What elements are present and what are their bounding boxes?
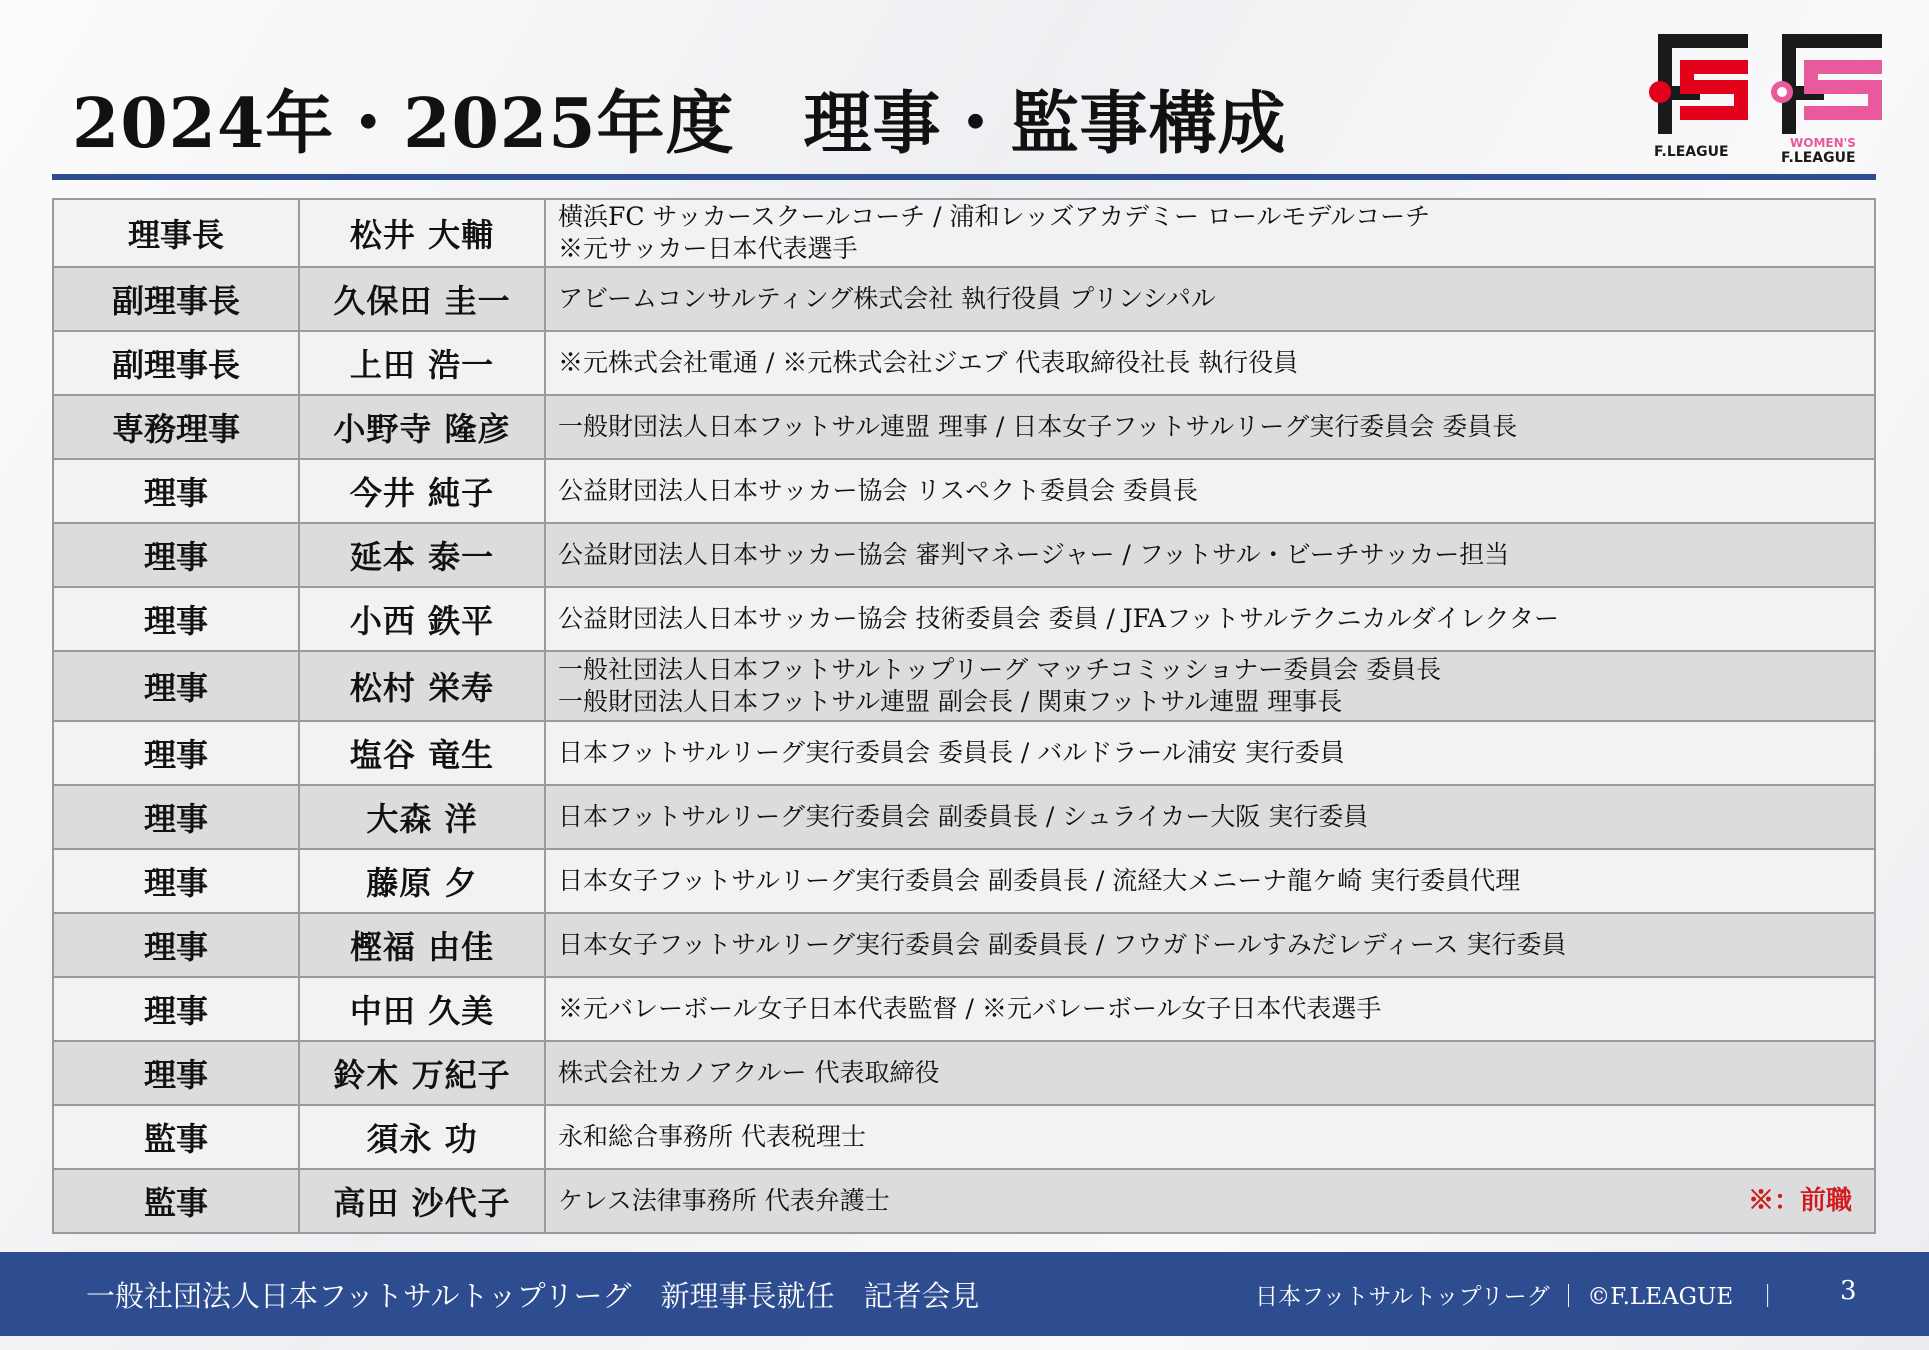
member-name: 樫福 由佳 xyxy=(299,913,545,977)
affiliation-line: アビームコンサルティング株式会社 執行役員 プリンシパル xyxy=(558,284,1216,313)
table-row xyxy=(53,395,1875,459)
member-role: 理事 xyxy=(53,977,299,1041)
member-role: 理事 xyxy=(53,849,299,913)
affiliation-line: 日本女子フットサルリーグ実行委員会 副委員長 / フウガドールすみだレディース 実行委員 xyxy=(558,930,1567,959)
member-name: 小西 鉄平 xyxy=(299,587,545,651)
member-name: 小野寺 隆彦 xyxy=(299,395,545,459)
member-affiliation xyxy=(545,267,1875,331)
member-affiliation xyxy=(545,395,1875,459)
member-affiliation xyxy=(545,913,1875,977)
member-name: 中田 久美 xyxy=(299,977,545,1041)
affiliation-line: 横浜FC サッカースクールコーチ / 浦和レッズアカデミー ロールモデルコーチ xyxy=(558,202,1431,231)
affiliation-line: 公益財団法人日本サッカー協会 審判マネージャー / フットサル・ビーチサッカー担当 xyxy=(558,540,1510,569)
member-name: 藤原 夕 xyxy=(299,849,545,913)
affiliation-line: ※元サッカー日本代表選手 xyxy=(558,234,858,263)
member-name: 大森 洋 xyxy=(299,785,545,849)
affiliation-line: 日本フットサルリーグ実行委員会 委員長 / バルドラール浦安 実行委員 xyxy=(558,738,1345,767)
table-row xyxy=(53,1041,1875,1105)
womens-fleague-logo-icon xyxy=(1771,34,1882,166)
table-row xyxy=(53,849,1875,913)
table-row xyxy=(53,459,1875,523)
table-row xyxy=(53,785,1875,849)
member-affiliation xyxy=(545,849,1875,913)
member-name: 高田 沙代子 xyxy=(299,1169,545,1233)
affiliation-line: ケレス法律事務所 代表弁護士 xyxy=(558,1186,890,1215)
affiliation-line: 公益財団法人日本サッカー協会 リスペクト委員会 委員長 xyxy=(558,476,1198,505)
member-affiliation xyxy=(545,587,1875,651)
affiliation-line: ※元株式会社電通 / ※元株式会社ジエブ 代表取締役社長 執行役員 xyxy=(558,348,1299,377)
affiliation-line: 一般社団法人日本フットサルトップリーグ マッチコミッショナー委員会 委員長 xyxy=(558,655,1442,684)
fleague-logo-icon xyxy=(1649,34,1748,160)
member-role: 専務理事 xyxy=(53,395,299,459)
member-affiliation xyxy=(545,1041,1875,1105)
table-row xyxy=(53,913,1875,977)
member-affiliation xyxy=(545,523,1875,587)
member-role: 監事 xyxy=(53,1169,299,1233)
member-name: 松村 栄寿 xyxy=(299,651,545,721)
table-row xyxy=(53,1105,1875,1169)
member-affiliation xyxy=(545,1105,1875,1169)
members-table xyxy=(52,198,1876,1234)
member-affiliation xyxy=(545,459,1875,523)
member-role: 副理事長 xyxy=(53,267,299,331)
member-role: 理事 xyxy=(53,721,299,785)
affiliation-line: 株式会社カノアクルー 代表取締役 xyxy=(558,1058,940,1087)
member-affiliation xyxy=(545,651,1875,721)
member-role: 副理事長 xyxy=(53,331,299,395)
league-logos xyxy=(1640,24,1890,169)
member-role: 理事 xyxy=(53,913,299,977)
svg-text:WOMEN'S: WOMEN'S xyxy=(1790,136,1856,150)
member-name: 今井 純子 xyxy=(299,459,545,523)
svg-text:F.LEAGUE: F.LEAGUE xyxy=(1781,150,1856,166)
page-title: 2024年・2025年度 理事・監事構成 xyxy=(72,84,1287,164)
member-name: 延本 泰一 xyxy=(299,523,545,587)
member-name: 松井 大輔 xyxy=(299,199,545,267)
table-row xyxy=(53,331,1875,395)
member-role: 理事 xyxy=(53,1041,299,1105)
page-number: 3 xyxy=(1840,1276,1857,1306)
member-role: 理事長 xyxy=(53,199,299,267)
affiliation-line: 公益財団法人日本サッカー協会 技術委員会 委員 / JFAフットサルテクニカルダイレクター xyxy=(558,604,1559,633)
affiliation-line: 一般財団法人日本フットサル連盟 副会長 / 関東フットサル連盟 理事長 xyxy=(558,687,1343,716)
member-affiliation xyxy=(545,785,1875,849)
table-row xyxy=(53,267,1875,331)
member-name: 鈴木 万紀子 xyxy=(299,1041,545,1105)
footer-credit: 日本フットサルトップリーグ ｜ ©F.LEAGUE ｜ xyxy=(1255,1284,1780,1310)
member-name: 上田 浩一 xyxy=(299,331,545,395)
affiliation-line: ※元バレーボール女子日本代表監督 / ※元バレーボール女子日本代表選手 xyxy=(558,994,1382,1023)
member-affiliation xyxy=(545,1169,1875,1233)
table-row xyxy=(53,1169,1875,1233)
table-row xyxy=(53,721,1875,785)
member-role: 理事 xyxy=(53,785,299,849)
table-row xyxy=(53,523,1875,587)
member-role: 監事 xyxy=(53,1105,299,1169)
affiliation-line: 日本女子フットサルリーグ実行委員会 副委員長 / 流経大メニーナ龍ケ崎 実行委員代理 xyxy=(558,866,1521,895)
table-row xyxy=(53,651,1875,721)
member-affiliation xyxy=(545,199,1875,267)
member-name: 久保田 圭一 xyxy=(299,267,545,331)
member-role: 理事 xyxy=(53,459,299,523)
member-name: 須永 功 xyxy=(299,1105,545,1169)
table-row xyxy=(53,587,1875,651)
title-underline xyxy=(52,174,1876,180)
member-role: 理事 xyxy=(53,651,299,721)
table-row xyxy=(53,977,1875,1041)
member-name: 塩谷 竜生 xyxy=(299,721,545,785)
table-row xyxy=(53,199,1875,267)
member-affiliation xyxy=(545,331,1875,395)
affiliation-line: 一般財団法人日本フットサル連盟 理事 / 日本女子フットサルリーグ実行委員会 委員長 xyxy=(558,412,1518,441)
affiliation-line: 永和総合事務所 代表税理士 xyxy=(558,1122,866,1151)
svg-text:F.LEAGUE: F.LEAGUE xyxy=(1654,144,1729,160)
former-position-note: ※：前職 xyxy=(1747,1186,1852,1216)
member-affiliation xyxy=(545,977,1875,1041)
footer-bar xyxy=(0,1252,1929,1336)
footer-title: 一般社団法人日本フットサルトップリーグ 新理事長就任 記者会見 xyxy=(86,1279,980,1313)
member-role: 理事 xyxy=(53,523,299,587)
member-role: 理事 xyxy=(53,587,299,651)
member-affiliation xyxy=(545,721,1875,785)
affiliation-line: 日本フットサルリーグ実行委員会 副委員長 / シュライカー大阪 実行委員 xyxy=(558,802,1369,831)
